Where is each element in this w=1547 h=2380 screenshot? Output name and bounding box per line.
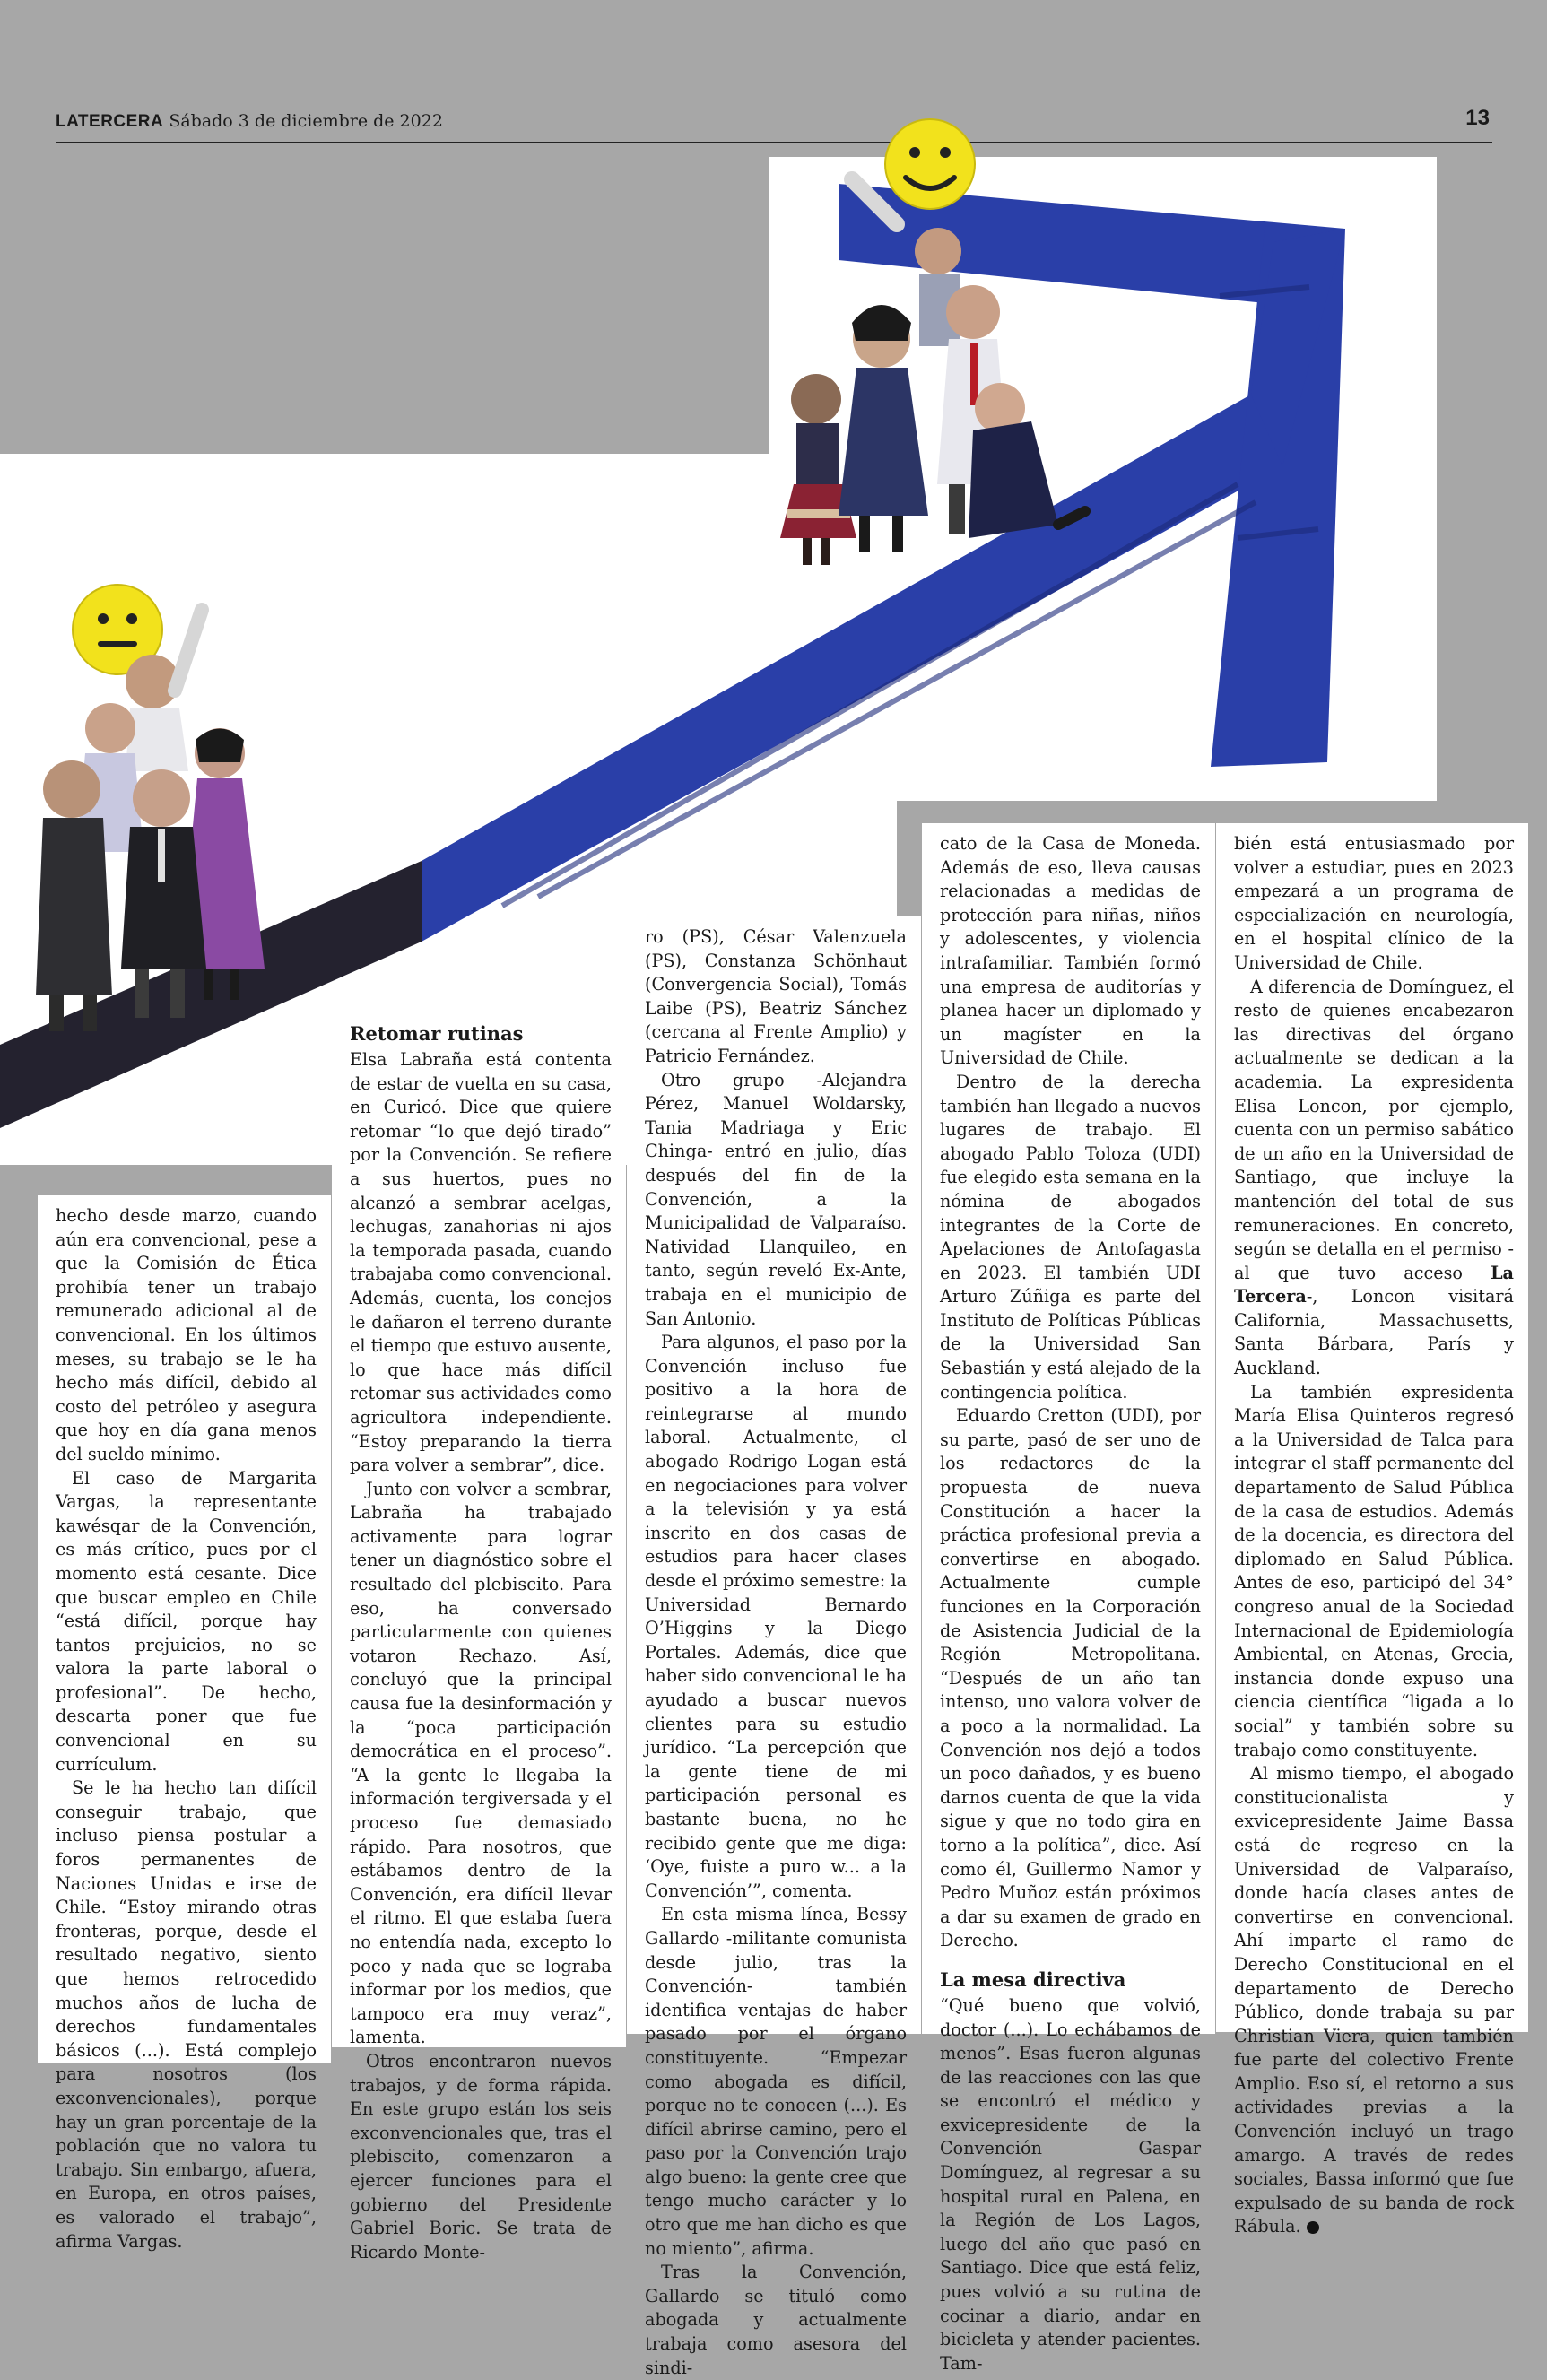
paragraph: Dentro de la derecha también han llegado a nuevos lugares de trabajo. El abogado Pablo Toloza (UDI) fue elegido esta semana en la nómina de abogados integrantes de la Corte de Apelaciones de Antofagasta en 2023. El también UDI Arturo Zúñiga es parte del Instituto de Políticas Públicas de la Universidad San Sebastián y está alejado de la contingencia política. (940, 1071, 1201, 1403)
article-column-4 (922, 823, 1215, 2374)
paragraph: Eduardo Cretton (UDI), por su parte, pasó de ser uno de los redactores de la propuesta de nueva Constitución a hacer la práctica profesional previa a convertirse en abogado. Actualmente cumple funciones en la Corporación de Asistencia Judicial de la Región Metropolitana. “Después de un año tan intenso, uno valora volver de a poco a la normalidad. La Convención nos dejó a todos un poco dañados, y es bueno darnos cuenta de que la vida sigue y que no todo gira en torno a la política”, dice. Así como él, Guillermo Namor y Pedro Muñoz están próximos a dar su examen de grado en Derecho. (940, 1405, 1201, 1951)
figure-group-lower (36, 610, 265, 1031)
figure-person (839, 305, 928, 552)
happy-face-icon (885, 119, 975, 209)
paragraph: ro (PS), César Valenzuela (PS), Constanza Schönhaut (Convergencia Social), Tomás Laibe (PS), Beatriz Sánchez (cercana al Frente Amplio) y Patricio Fernández. (645, 926, 907, 1066)
paragraph: Se le ha hecho tan difícil conseguir trabajo, que incluso piensa postular a foros permanentes de Naciones Unidas e irse de Chile. “Estoy mirando otras fronteras, porque, desde el resultado negativo, siento que hemos retrocedido muchos años de lucha de derechos fundamentales básicos (...). Está complejo para nosotros (los exconvencionales), porque hay un gran porcentaje de la población que no valora tu trabajo. Sin embargo, afuera, en Europa, en otros países, es valorado el trabajo”, afirma Vargas. (56, 1777, 317, 2252)
paragraph: El caso de Margarita Vargas, la representante kawésqar de la Convención, es más crítico, pues por el momento está cesante. Dice que buscar empleo en Chile “está difícil, porque hay tantos prejuicios, no se valora la parte laboral o profesional”. De hecho, descarta poner que fue convencional en su currículum. (56, 1467, 317, 1775)
paragraph: cato de la Casa de Moneda. Además de eso, lleva causas relacionadas a medidas de protección para niñas, niños y adolescentes, y violencia intrafamiliar. También formó una empresa de auditorías y planea hacer un diplomado y un magíster en la Universidad de Chile. (940, 833, 1201, 1069)
section-heading: La mesa directiva (940, 1967, 1126, 1991)
paragraph: Tras la Convención, Gallardo se tituló como abogada y actualmente trabaja como asesora del sindi- (645, 2262, 907, 2378)
text-run: A diferencia de Domínguez, el resto de quienes encabezaron las directivas del órgano actualmente se dedican a la academia. La expresidenta Elisa Loncon, por ejemplo, cuenta con un permiso sabático de un año en la Universidad de Santiago, que incluye la mantención del total de sus remuneraciones. En concreto, según se detalla en el permiso -al que tuvo acceso (1234, 976, 1514, 1283)
issue-date: Sábado 3 de diciembre de 2022 (169, 111, 443, 131)
text-run: Al mismo tiempo, el abogado constitucionalista y exvicepresidente Jaime Bassa está de regreso en la Universidad de Valparaíso, donde hacía clases antes de convertirse en convencional. Ahí imparte el ramo de Derecho Constitucional en el departamento de Derecho Público, donde trabaja su par Christian Viera, quien también fue parte del colectivo Frente Amplio. Eso sí, el retorno a sus actividades previas a la Convención incluyó un trago amargo. A través de redes sociales, Bassa informó que fue expulsado de su banda de rock Rábula. (1234, 1763, 1514, 2237)
paragraph: Junto con volver a sembrar, Labraña ha trabajado activamente para lograr tener un diagnóstico sobre el resultado del plebiscito. Para eso, ha conversado particularmente con quienes votaron Rechazo. Así, concluyó que la principal causa fue la desinformación y la “poca participación democrática en el proceso”. “A la gente le llegaba la información tergiversada y el proceso fue demasiado rápido. Para nosotros, que estábamos dentro de la Convención, era difícil llevar el ritmo. El que estaba fuera no entendía nada, excepto lo poco y nada que se lograba informar por los medios, que tampoco era muy veraz”, lamenta. (350, 1478, 612, 2048)
page-number: 13 (1465, 106, 1490, 130)
article-column-2 (332, 1009, 626, 2263)
paragraph: Otros encontraron nuevos trabajos, y de forma rápida. En este grupo están los seis exconvencionales que, tras el plebiscito, comenzaron a ejercer funciones para el gobierno del Presidente Gabriel Boric. Se trata de Ricardo Monte- (350, 2050, 612, 2263)
paragraph: La también expresidenta María Elisa Quinteros regresó a la Universidad de Talca para integrar el staff permanente del departamento de Salud Pública de la casa de estudios. Además de la docencia, es directora del diplomado en Salud Pública. Antes de eso, participó del 34° congreso anual de la Sociedad Internacional de Epidemiología Ambiental, en Atenas, Grecia, instancia donde expuso una ciencia científica “ligada a lo social” y también sobre su trabajo como constituyente. (1234, 1381, 1514, 1760)
figure-person (969, 383, 1085, 538)
article-column-1 (38, 1195, 331, 2252)
paragraph: Elsa Labraña está contenta de estar de vuelta en su casa, en Curicó. Dice que quiere retomar “lo que dejó tirado” por la Convención. Se refiere a sus huertos, pues no alcanzó a sembrar acelgas, lechugas, zanahorias ni ajos la temporada pasada, cuando trabajaba como convencional. Además, cuenta, los conejos le dañaron el terreno durante el tiempo que estuvo ausente, lo que hace más difícil retomar sus actividades como agricultora independiente. “Estoy preparando la tierra para volver a sembrar”, dice. (350, 1049, 612, 1476)
paragraph: bién está entusiasmado por volver a estudiar, pues en 2023 empezará a un programa de especialización en neurología, en el hospital clínico de la Universidad de Chile. (1234, 833, 1514, 973)
paragraph (1234, 1762, 1514, 2239)
newspaper-brand: LATERCERA (56, 112, 164, 131)
paragraph: Otro grupo -Alejandra Pérez, Manuel Woldarsky, Tania Madriaga y Eric Chinga- entró en julio, días después del fin de la Convención, a la Municipalidad de Valparaíso. Natividad Llanquileo, en tanto, según reveló Ex-Ante, trabaja en el municipio de San Antonio. (645, 1069, 907, 1329)
paragraph: En esta misma línea, Bessy Gallardo -militante comunista desde julio, tras la Convención- también identifica ventajas de haber pasado por el órgano constituyente. “Empezar como abogada es difícil, porque no te conocen (...). Es difícil abrirse camino, pero el paso por la Convención trajo algo bueno: la gente cree que tengo mucho carácter y lo otro que me han dicho es que no miento”, afirma. (645, 1904, 907, 2259)
section-heading: Retomar rutinas (350, 1022, 524, 1045)
text-run: -, Loncon visitará California, Massachusetts, Santa Bárbara, París y Auckland. (1234, 1286, 1514, 1379)
paragraph: Para algunos, el paso por la Convención incluso fue positivo a la hora de reintegrarse al mundo laboral. Actualmente, el abogado Rodrigo Logan está en negociaciones para volver a la televisión y ya está inscrito en dos casas de estudios para hacer clases desde el próximo semestre: la Universidad Bernardo O’Higgins y la Diego Portales. Además, dice que haber sido convencional le ha ayudado a buscar nuevos clientes para su estudio jurídico. “La percepción que la gente tiene de mi participación personal es bastante buena, no he recibido gente que me diga: ‘Oye, fuiste a puro w... a la Convención’”, comenta. (645, 1332, 907, 1901)
paragraph (1234, 976, 1514, 1381)
newspaper-brand-mention: La Tercera (1234, 1262, 1514, 1307)
article-column-3 (627, 916, 921, 2378)
end-of-article-icon (1307, 2221, 1319, 2234)
article-column-5 (1216, 823, 1528, 2237)
paragraph: hecho desde marzo, cuando aún era convencional, pese a que la Comisión de Ética prohibía tener un trabajo remunerado adicional al de convencional. En los últimos meses, su trabajo se le ha hecho más difícil, debido al costo del petróleo y asegura que hoy en día gana menos del sueldo mínimo. (56, 1205, 317, 1464)
paragraph: “Qué bueno que volvió, doctor (...). Lo echábamos de menos”. Esas fueron algunas de las reacciones con las que se encontró el médico y exvicepresidente de la Convención Gaspar Domínguez, al regresar a su hospital rural en Palena, en la Región de Los Lagos, luego del año que pasó en Santiago. Dice que está feliz, pues volvió a su rutina de cocinar a diario, andar en bicicleta y atender pacientes. Tam- (940, 1994, 1201, 2374)
